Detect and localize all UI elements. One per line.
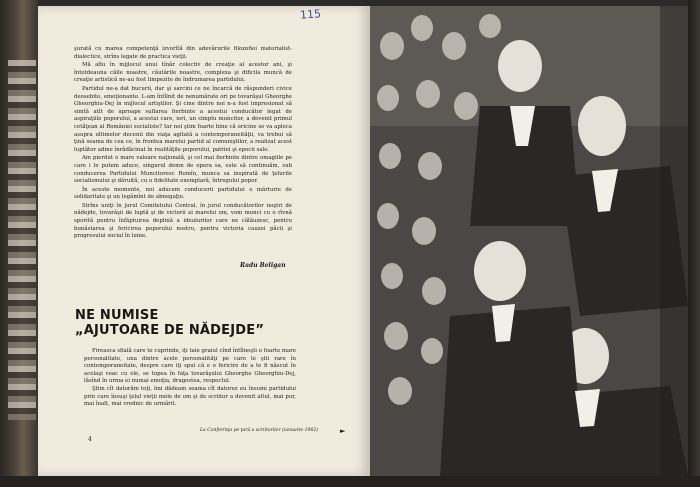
previous-page-edge <box>0 0 38 487</box>
right-page-edge <box>688 0 700 487</box>
editorial-paragraph: Partidul ne-a dat bucurii, dar şi sarcini ce ne încarcă de răspunderi civice deosebite, emoţionante. L-am întîlnit de nenumărate ori pe tovarăşul Gheorghe Gheorghiu-Dej în mijlocul artiştilor. Şi cine dintre noi n-a fost impresionat să simtă atît de aproape suflarea fierbinte a acestui conducător legat de aspiraţiile poporului, a acestui care, ieri, un simplu muncitor, a devenit primul cetăţean al României socialiste? Iar noi ştim foarte bine că oricine se va apleca asupra ultimelor decenii din viaţa agitată a contemporaneităţii, va trebui să ţină seama de cea ce, în frontea marelui partid al comuniştilor, a realizat acest luptător adine înrădăcinat în realităţile poporului, patriei şi epocii sale. <box>74 85 292 153</box>
page-mark: 4 <box>88 436 92 443</box>
author-signature: Radu Beligan <box>240 262 286 269</box>
article-text <box>84 348 296 409</box>
editorial-text <box>74 46 292 242</box>
handwritten-page-number: 115 <box>299 7 322 22</box>
editorial-paragraph: În aceste momente, noi aducem conducerii partidului o mărturie de solidaritate şi un legămînt de abnegaţie. <box>74 186 292 201</box>
editorial-paragraph: Strîns uniţi în jurul Comitetului Central, în jurul conducătorilor noştri de nădejde, tovarăşii de luptă şi de victorii ai marelui om, vom munci cu o rîvnă sporită pentru înfăptuirea deplină a idealurilor care ne călăuzesc, pentru bunăstarea şi fericirea poporului nostru, pentru victoria cauzei păcii şi progresului social în lume. <box>74 202 292 240</box>
book-bottom-edge <box>0 476 700 487</box>
editorial-paragraph: şurată cu marea competenţă izvorîtă din adevărurile filozofiei materialist-dialectice, strîns legate de practica vieţii. <box>74 46 292 60</box>
photo-caption: La Conferinţa pe ţară a scriitorilor (ianuarie 1962) <box>200 428 319 433</box>
article-paragraph: Fireasca sfială care te cuprinde, iţi taie graiul cînd întîlneşti o foarte mare personalitate, una dintre acele personalităţi pe care le ştii rare în contemporaneitate, despre care iţi spui că e o fericire de a te fi născut în acelaşi veac cu ele, se topea în faţa tovarăşului Gheorghe Gheorghiu-Dej, lăsînd în urma ei numai emoţia, dragostea, respectul. <box>84 348 296 385</box>
editorial-paragraph: Mă aflu în mijlocul unui tînăr colectiv de creaţie al acestor ani, şi întotdeauna căile noastre, căutările noastre, complexa şi dificila muncă de creaţie artistică ne-au fost limpezite de îndrumarea partidului. <box>74 62 292 84</box>
conference-photo <box>370 6 688 476</box>
article-heading <box>75 308 305 338</box>
article-paragraph: Ştim cît datorăm toţi, îmi dădeam seama cît datorez eu însumi partidului prin care însuşi ţelul vieţii mele de om şi de scriitor a devenit altul, mai pur, mai înalt, mai vrednic de urmărit. <box>84 385 296 408</box>
article-heading-line1: NE NUMISE <box>75 308 159 323</box>
caption-arrow-icon: ► <box>340 427 346 435</box>
crowd-photo-illustration <box>370 6 688 476</box>
previous-photo-edge <box>8 60 36 420</box>
editorial-paragraph: Am pierdut o mare valoare naţională, şi cel mai fierbinte dintre omagiile pe care i le putem aduce, singurul demn de opera sa, este să continuăm, sub conducerea Partidului Muncitoresc Romîn, munca sa inspirată de ţelurile socialismului şi dăruită, cu o fidelitate exemplară, întregului popor. <box>74 155 292 185</box>
article-heading-line2: „AJUTOARE DE NĂDEJDE” <box>75 323 265 338</box>
